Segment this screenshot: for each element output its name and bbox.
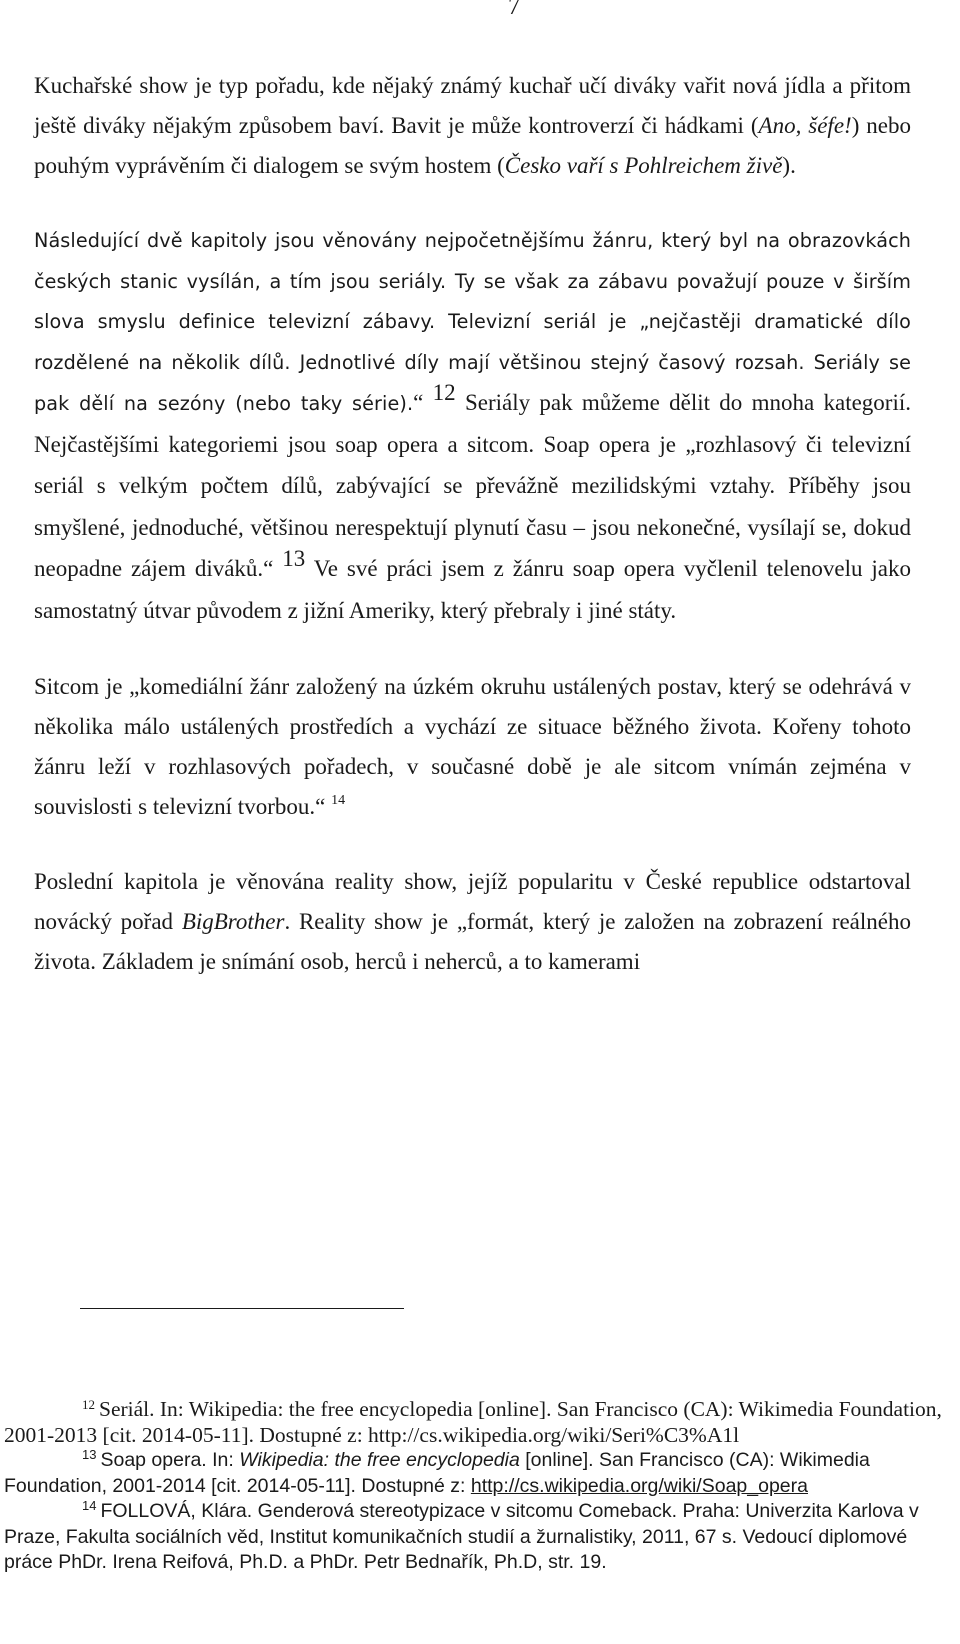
text: Následující dvě kapitoly jsou věnovány nejpočetnějšímu žánru, který byl na obrazovkách českých stanic vysílán, a tím jsou seriály. [34, 229, 911, 293]
footnote-12: 12 Seriál. In: Wikipedia: the free encyclopedia [online]. San Francisco (CA): Wikimedia Foundation, 2001-2013 [cit. 2014-05-11]. Dostupné z: http://cs.wikipedia.org/wiki/Seri%C3%A1l [4, 1397, 942, 1447]
text: Ve své práci jsem z žánru soap opera vyčlenil telenovelu jako samostatný útvar původem z jižní Ameriky, který přebraly i jiné státy. [34, 556, 911, 623]
footnote-13: 13 Soap opera. In: Wikipedia: the free encyclopedia [online]. San Francisco (CA): Wikimedia Foundation, 2001-2014 [cit. 2014-05-11]. Dostupné z: http://cs.wikipedia.org/wiki/Soap_opera [4, 1447, 870, 1497]
paragraph-series [34, 221, 911, 632]
footnote-ref-13[interactable]: 13 [282, 546, 306, 571]
text: Kuchařské show je typ pořadu, kde nějaký známý kuchař učí diváky vařit nová jídla a přitom ještě diváky nějakým způsobem baví. Bavit je může kontroverzí či hádkami ( [34, 73, 911, 138]
page-number: 7 [508, 0, 520, 20]
body-text [34, 66, 911, 982]
text: Příběhy jsou smyšlené, jednoduché, většinou nerespektují plynutí času – jsou nekonečné, vysílají se, dokud neopadne zájem diváků.“ [34, 473, 912, 581]
footnote-text: Seriál. In: Wikipedia: the free encyclopedia [online]. San Francisco (CA): Wikimedia Foundation, 2001-2013 [cit. 2014-05-11]. Dostupné z: http://cs.wikipedia.org/wiki/Seri%C3%A1l [4, 1397, 942, 1447]
footnote-text-italic: Wikipedia: the free encyclopedia [239, 1449, 520, 1471]
text: “ [413, 390, 433, 415]
text: ) nebo pouhým vyprávěním či dialogem se svým hostem ( [34, 113, 911, 178]
text: Sitcom je „komediální žánr založený na úzkém okruhu ustálených postav, který se odehrává v několika málo ustálených prostředích a vychází ze situace běžného života. Kořeny tohoto žánru leží v rozhlasových pořadech, v současné době je ale sitcom vnímán zejména v souvislosti s televizní tvorbou.“ [34, 674, 911, 819]
show-title-italic: Ano, šéfe! [758, 113, 852, 138]
text: Ty se však za zábavu považují pouze v širším slova smyslu definice televizní zábavy. Televizní seriál je „nejčastěji dramatické dílo rozdělené na několik dílů. Jednotlivé díly mají většinou stejný časový rozsah. Seriály se pak dělí na sezóny (nebo taky série). [34, 269, 912, 415]
footnote-ref-14[interactable]: 14 [331, 793, 346, 808]
footnotes [4, 1396, 944, 1576]
footnote-separator [80, 1308, 404, 1309]
footnote-text: Soap opera. In: [100, 1449, 240, 1471]
footnote-ref-12[interactable]: 12 [432, 380, 456, 405]
show-title-italic: BigBrother [181, 909, 285, 934]
footnote-link[interactable]: http://cs.wikipedia.org/wiki/Soap_opera [470, 1474, 808, 1497]
paragraph-cooking-shows [34, 66, 911, 186]
paragraph-sitcom [34, 667, 911, 827]
text: Seriály pak můžeme dělit do mnoha kategorií. Nejčastějšími kategoriemi jsou soap opera a sitcom. Soap opera je „rozhlasový či televizní seriál s velkým počtem dílů, zabývající se převážně mezilidskými vztahy. [34, 390, 911, 498]
paragraph-reality-show [34, 862, 911, 982]
text: Poslední kapitola je věnována reality show, jejíž popularitu v České republice odstartoval novácký pořad [34, 869, 911, 934]
show-title-italic: Česko vaří s Pohlreichem živě [504, 153, 783, 178]
text: ). [782, 153, 796, 178]
text: . Reality show je „formát, který je založen na zobrazení reálného života. Základem je snímání osob, herců i neherců, a to kamerami [34, 909, 911, 974]
footnote-text: FOLLOVÁ, Klára. Genderová stereotypizace v sitcomu Comeback. Praha: Univerzita Karlova v Praze, Fakulta sociálních věd, Institut komunikačních studií a žurnalistiky, 2011, 67 s. Vedoucí diplomové práce PhDr. Irena Reifová, Ph.D. a PhDr. Petr Bednařík, Ph.D, str. 19. [4, 1500, 919, 1573]
footnote-14: 14 FOLLOVÁ, Klára. Genderová stereotypizace v sitcomu Comeback. Praha: Univerzita Karlova v Praze, Fakulta sociálních věd, Institut komunikačních studií a žurnalistiky, 2011, 67 s. Vedoucí diplomové práce PhDr. Irena Reifová, Ph.D. a PhDr. Petr Bednařík, Ph.D, str. 19. [4, 1498, 919, 1573]
footnote-text: [online]. San Francisco (CA): Wikimedia Foundation, 2001-2014 [cit. 2014-05-11]. Dostupné z: [4, 1449, 870, 1497]
